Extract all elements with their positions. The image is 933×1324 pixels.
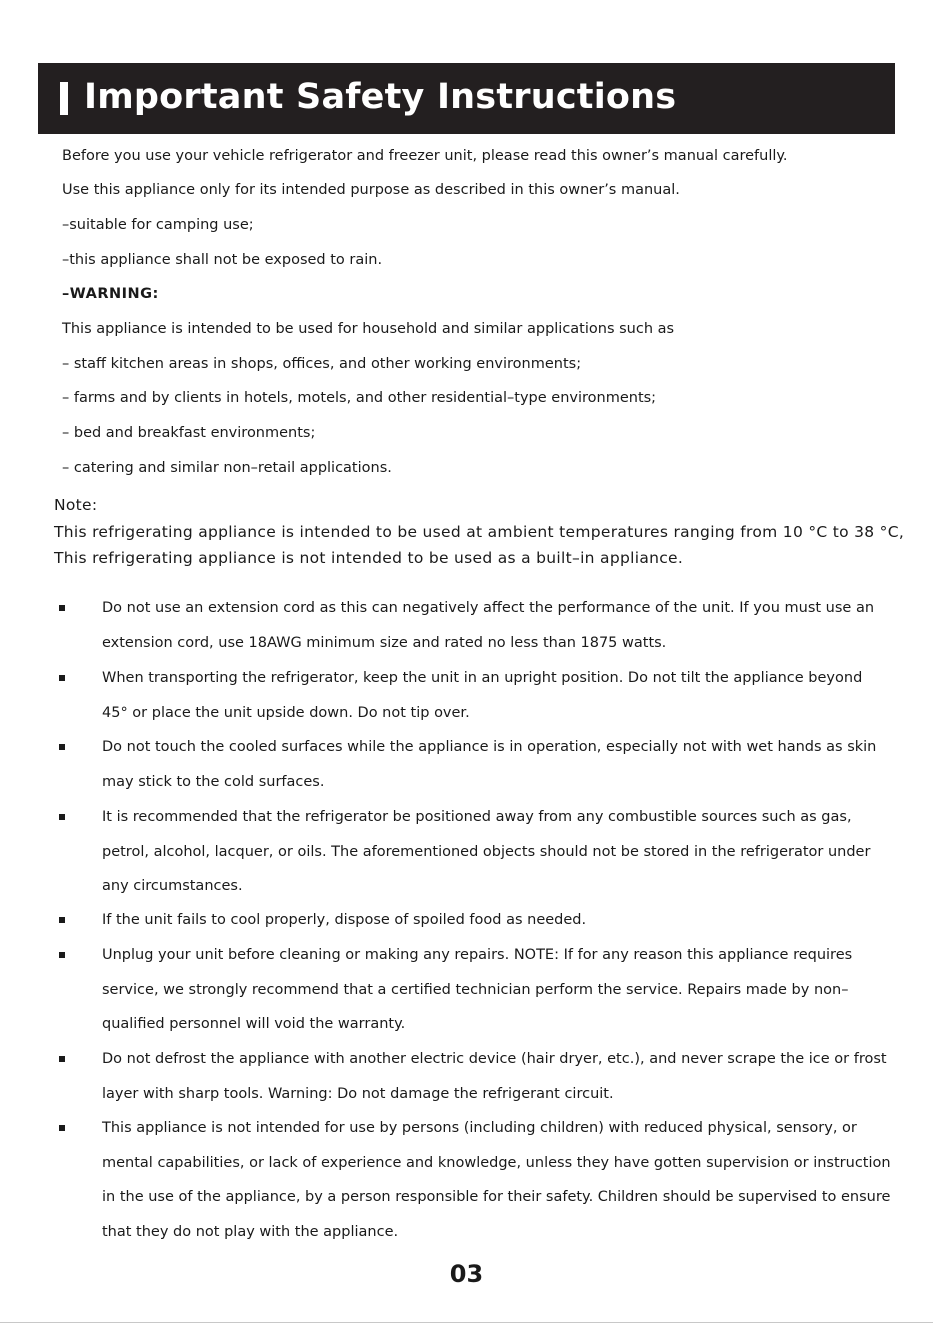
bullet-item: When transporting the refrigerator, keep the unit in an upright position. Do not tilt the appliance beyond 45° or place the unit upside down. Do not tip over.	[102, 670, 863, 721]
intro-line: This appliance is intended to be used for household and similar applications such as	[62, 321, 675, 337]
bullet-item: Do not touch the cooled surfaces while the appliance is in operation, especially not with wet hands as skin may stick to the cold surfaces.	[102, 739, 877, 790]
warning-heading: –WARNING:	[62, 286, 159, 302]
bullet-item: This appliance is not intended for use by persons (including children) with reduced physical, sensory, or mental capabilities, or lack of experience and knowledge, unless they have gotten supervision or instruction in the use of the appliance, by a person responsible for their safety. Children should be supervised to ensure that they do not play with the appliance.	[102, 1120, 891, 1241]
bullet-marker	[59, 605, 65, 611]
header-accent-mark	[60, 82, 68, 115]
bullet-marker	[59, 1056, 65, 1062]
intro-line: – bed and breakfast environments;	[62, 425, 316, 441]
bullet-item: Do not use an extension cord as this can negatively affect the performance of the unit. If you must use an extension cord, use 18AWG minimum size and rated no less than 1875 watts.	[102, 600, 875, 651]
note-label: Note:	[54, 496, 98, 514]
bullet-marker	[59, 1125, 65, 1131]
page-number: 03	[449, 1260, 484, 1288]
bullet-marker	[59, 744, 65, 750]
footer-rule	[0, 1322, 933, 1323]
bullet-item: Unplug your unit before cleaning or making any repairs. NOTE: If for any reason this appliance requires service, we strongly recommend that a certified technician perform the service. Repairs made by non–qualified personnel will void the warranty.	[102, 947, 853, 1033]
note-text: This refrigerating appliance is not intended to be used as a built–in appliance.	[54, 549, 684, 567]
bullet-item: Do not defrost the appliance with another electric device (hair dryer, etc.), and never scrape the ice or frost layer with sharp tools. Warning: Do not damage the refrigerant circuit.	[102, 1051, 887, 1102]
section-header-bar	[38, 63, 895, 134]
intro-line: –suitable for camping use;	[62, 217, 254, 233]
intro-line: – farms and by clients in hotels, motels, and other residential–type environments;	[62, 390, 657, 406]
page-title: Important Safety Instructions	[84, 77, 677, 117]
note-text: This refrigerating appliance is intended to be used at ambient temperatures ranging from 10 °C to 38 °C,	[54, 523, 905, 541]
bullet-marker	[59, 814, 65, 820]
bullet-marker	[59, 952, 65, 958]
bullet-item: If the unit fails to cool properly, dispose of spoiled food as needed.	[102, 912, 587, 928]
intro-line: – catering and similar non–retail applications.	[62, 460, 392, 476]
bullet-item: It is recommended that the refrigerator be positioned away from any combustible sources such as gas, petrol, alcohol, lacquer, or oils. The aforementioned objects should not be stored in the refrigerator under any circumstances.	[102, 809, 871, 895]
bullet-marker	[59, 675, 65, 681]
intro-line: Use this appliance only for its intended purpose as described in this owner’s manual.	[62, 182, 680, 198]
bullet-marker	[59, 917, 65, 923]
intro-line: Before you use your vehicle refrigerator and freezer unit, please read this owner’s manual carefully.	[62, 148, 788, 164]
intro-line: – staff kitchen areas in shops, offices, and other working environments;	[62, 356, 582, 372]
intro-line: –this appliance shall not be exposed to rain.	[62, 252, 383, 268]
